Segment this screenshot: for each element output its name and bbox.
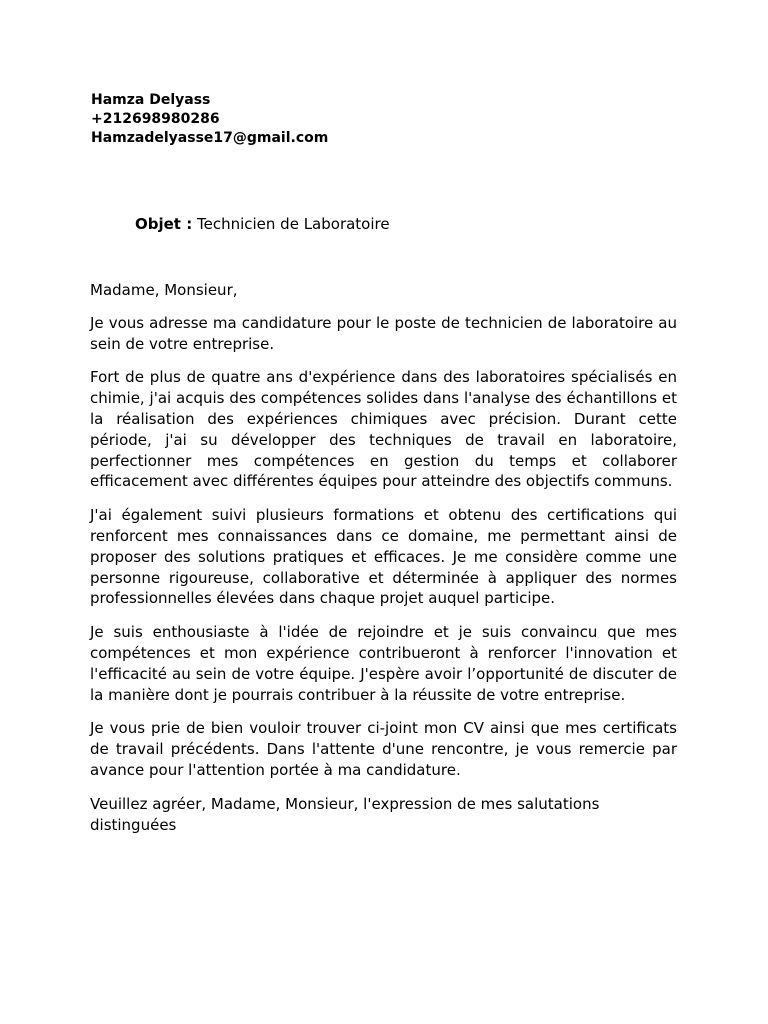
paragraph-intro: Je vous adresse ma candidature pour le poste de technicien de laboratoire au sein de votre entreprise. (90, 313, 677, 353)
paragraph-motivation: Je suis enthousiaste à l'idée de rejoindre et je suis convaincu que mes compétences et mon expérience contribueront à renforcer l'innovation et l'efficacité au sein de votre équipe. J'espère avoir l’opportunité de discuter de la manière dont je pourrais contribuer à la réussite de votre entreprise. (90, 623, 677, 704)
sender-phone: +212698980286 (91, 111, 220, 127)
closing-formula: Veuillez agréer, Madame, Monsieur, l'expression de mes salutations distinguées (90, 794, 600, 834)
subject-label: Objet : (135, 215, 193, 233)
salutation: Madame, Monsieur, (90, 281, 238, 299)
sender-block (91, 91, 328, 148)
letter-body (90, 280, 677, 848)
paragraph-training: J'ai également suivi plusieurs formations et obtenu des certifications qui renforcent mes connaissances dans ce domaine, me permettant ainsi de proposer des solutions pratiques et efficaces. Je me considère comme une personne rigoureuse, collaborative et déterminée à appliquer des normes professionnelles élevées dans chaque projet auquel participe. (90, 506, 677, 608)
paragraph-attachments: Je vous prie de bien vouloir trouver ci-joint mon CV ainsi que mes certificats de travail précédents. Dans l'attente d'une rencontre, je vous remercie par avance pour l'attention portée à ma candidature. (90, 719, 677, 779)
sender-email: Hamzadelyasse17@gmail.com (91, 130, 329, 146)
subject-text: Technicien de Laboratoire (196, 215, 390, 233)
paragraph-experience: Fort de plus de quatre ans d'expérience dans des laboratoires spécialisés en chimie, j'ai acquis des compétences solides dans l'analyse des échantillons et la réalisation des expériences chimiques avec précision. Durant cette période, j'ai su développer des techniques de travail en laboratoire, perfectionner mes compétences en gestion du temps et collaborer efficacement avec différentes équipes pour atteindre des objectifs communs. (90, 368, 677, 491)
subject-line (135, 214, 390, 234)
sender-name: Hamza Delyass (91, 92, 211, 108)
